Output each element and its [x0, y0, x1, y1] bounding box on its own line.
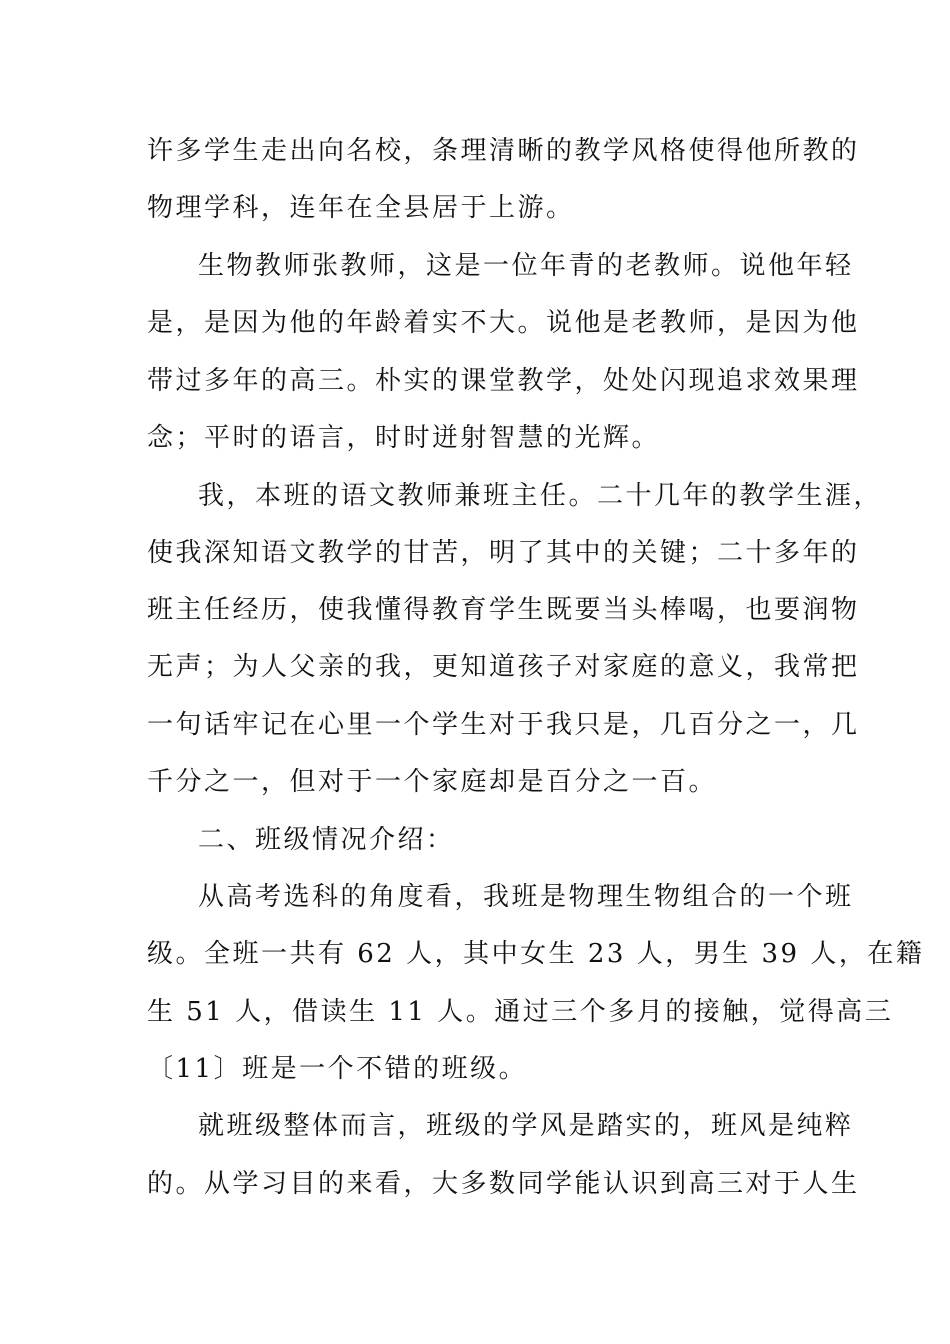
paragraph-start-line: 我，本班的语文教师兼班主任。二十几年的教学生涯，: [198, 481, 883, 511]
text-line: 班主任经历，使我懂得教育学生既要当头棒喝，也要润物: [147, 595, 860, 625]
text-line: 〔11〕班是一个不错的班级。: [147, 1054, 528, 1084]
text-line: 一句话牢记在心里一个学生对于我只是，几百分之一，几: [147, 710, 860, 740]
text-line: 级。全班一共有 62 人，其中女生 23 人，男生 39 人，在籍: [147, 939, 925, 969]
text-line: 千分之一，但对于一个家庭却是百分之一百。: [147, 767, 718, 797]
text-line: 念；平时的语言，时时迸射智慧的光辉。: [147, 423, 661, 453]
text-line: 物理学科，连年在全县居于上游。: [147, 193, 575, 223]
text-line: 生 51 人，借读生 11 人。通过三个多月的接触，觉得高三: [147, 997, 894, 1027]
text-line: 许多学生走出向名校，条理清晰的教学风格使得他所教的: [147, 136, 860, 166]
text-line: 是，是因为他的年龄着实不大。说他是老教师，是因为他: [147, 308, 860, 338]
paragraph-start-line: 生物教师张教师，这是一位年青的老教师。说他年轻: [198, 251, 854, 281]
text-line: 带过多年的高三。朴实的课堂教学，处处闪现追求效果理: [147, 366, 860, 396]
paragraph-start-line: 从高考选科的角度看，我班是物理生物组合的一个班: [198, 882, 854, 912]
section-heading: 二、班级情况介绍：: [198, 825, 455, 855]
text-line: 的。从学习目的来看，大多数同学能认识到高三对于人生: [147, 1169, 860, 1199]
text-line: 无声；为人父亲的我，更知道孩子对家庭的意义，我常把: [147, 652, 860, 682]
text-line: 使我深知语文教学的甘苦，明了其中的关键；二十多年的: [147, 538, 860, 568]
paragraph-start-line: 就班级整体而言，班级的学风是踏实的，班风是纯粹: [198, 1111, 854, 1141]
